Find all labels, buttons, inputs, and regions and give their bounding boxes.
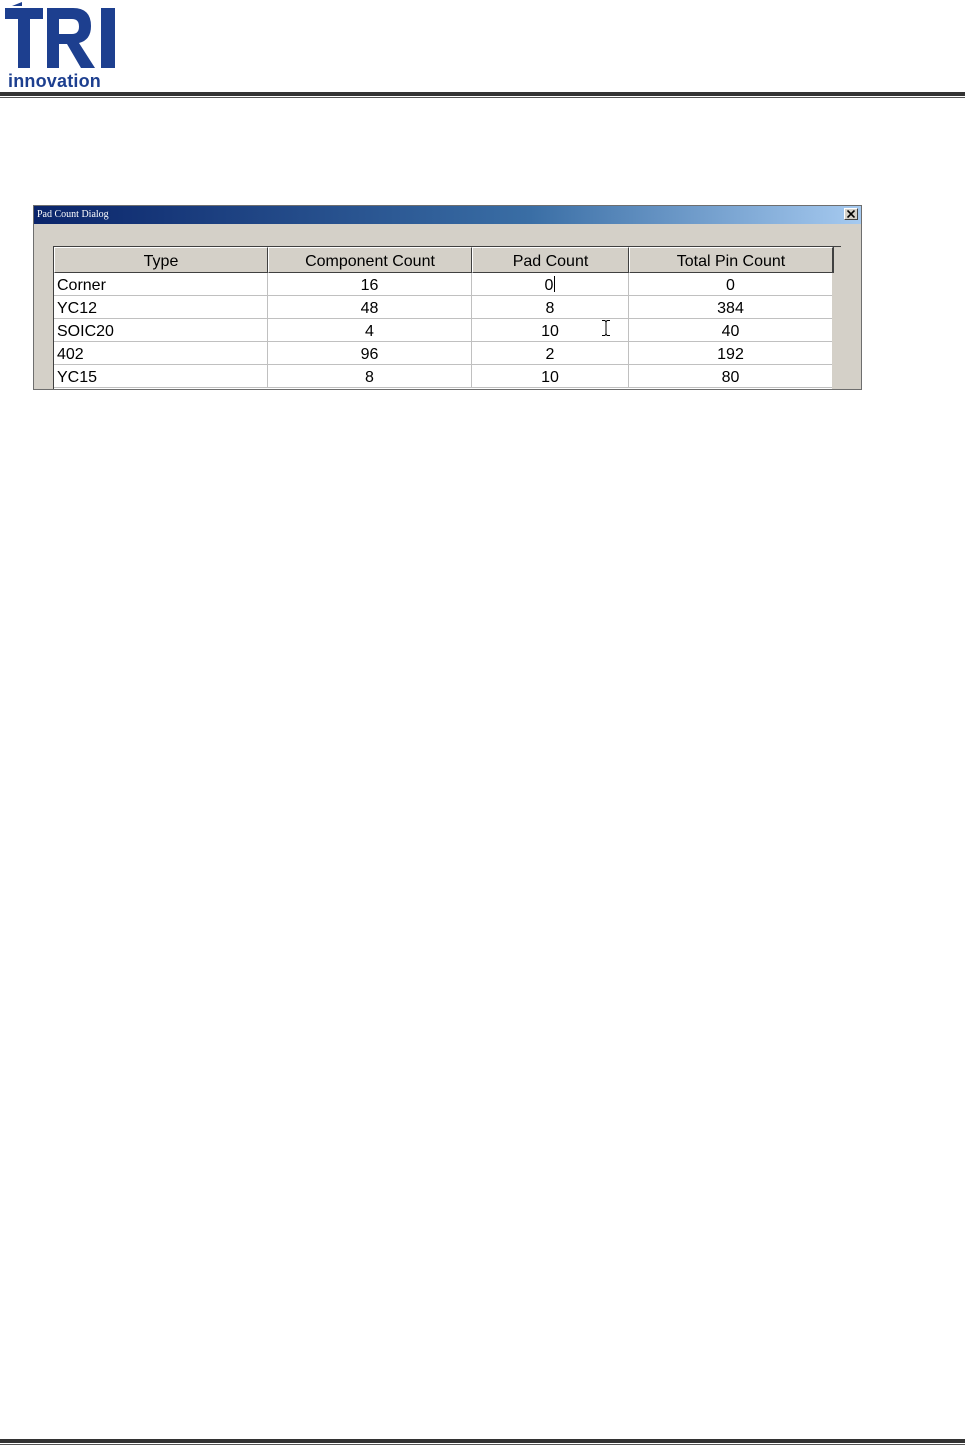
- cell-pad-count[interactable]: 2: [472, 342, 629, 365]
- close-button[interactable]: [844, 208, 858, 220]
- column-header-pad-count[interactable]: Pad Count: [472, 247, 629, 273]
- dialog-title: Pad Count Dialog: [37, 209, 109, 220]
- tri-innovation-logo: [3, 2, 118, 90]
- cell-component-count[interactable]: 96: [268, 342, 472, 365]
- footer-rule-thin: [0, 1444, 965, 1445]
- footer-rule: [0, 1439, 965, 1443]
- cell-type[interactable]: YC15: [54, 365, 268, 388]
- logo-wordmark: innovation: [8, 71, 101, 91]
- text-cursor-icon: [601, 320, 611, 336]
- cell-component-count[interactable]: 8: [268, 365, 472, 388]
- grid-right-gutter: [832, 273, 842, 390]
- dialog-titlebar[interactable]: [34, 206, 861, 224]
- table-row[interactable]: [54, 342, 832, 365]
- cell-pad-count[interactable]: 8: [472, 296, 629, 319]
- cell-total-pin-count[interactable]: 192: [629, 342, 833, 365]
- header-rule-thin: [0, 97, 965, 98]
- column-header-type[interactable]: Type: [54, 247, 268, 273]
- cell-component-count[interactable]: 16: [268, 273, 472, 296]
- tri-logo-mark-icon: [3, 2, 118, 72]
- cell-total-pin-count[interactable]: 384: [629, 296, 833, 319]
- cell-type[interactable]: 402: [54, 342, 268, 365]
- table-row[interactable]: [54, 365, 832, 388]
- header-filler: [833, 247, 843, 273]
- cell-pad-count[interactable]: 10: [472, 365, 629, 388]
- grid-header: [54, 247, 841, 273]
- column-header-component-count[interactable]: Component Count: [268, 247, 472, 273]
- cell-total-pin-count[interactable]: 40: [629, 319, 833, 342]
- table-row[interactable]: [54, 273, 832, 296]
- cell-total-pin-count[interactable]: 80: [629, 365, 833, 388]
- table-row[interactable]: [54, 296, 832, 319]
- header-rule: [0, 92, 965, 96]
- table-row[interactable]: [54, 319, 832, 342]
- cell-type[interactable]: SOIC20: [54, 319, 268, 342]
- cell-type[interactable]: YC12: [54, 296, 268, 319]
- pad-count-dialog: [33, 205, 862, 390]
- cell-total-pin-count[interactable]: 0: [629, 273, 833, 296]
- pad-count-edit-value[interactable]: 0: [544, 277, 554, 294]
- text-caret: [554, 276, 555, 292]
- pad-count-grid: [53, 246, 841, 390]
- column-header-total-pin-count[interactable]: Total Pin Count: [629, 247, 833, 273]
- cell-component-count[interactable]: 4: [268, 319, 472, 342]
- cell-component-count[interactable]: 48: [268, 296, 472, 319]
- close-icon: [847, 210, 855, 218]
- cell-type[interactable]: Corner: [54, 273, 268, 296]
- cell-pad-count[interactable]: 10: [472, 319, 629, 342]
- cell-pad-count-editing[interactable]: [472, 273, 629, 296]
